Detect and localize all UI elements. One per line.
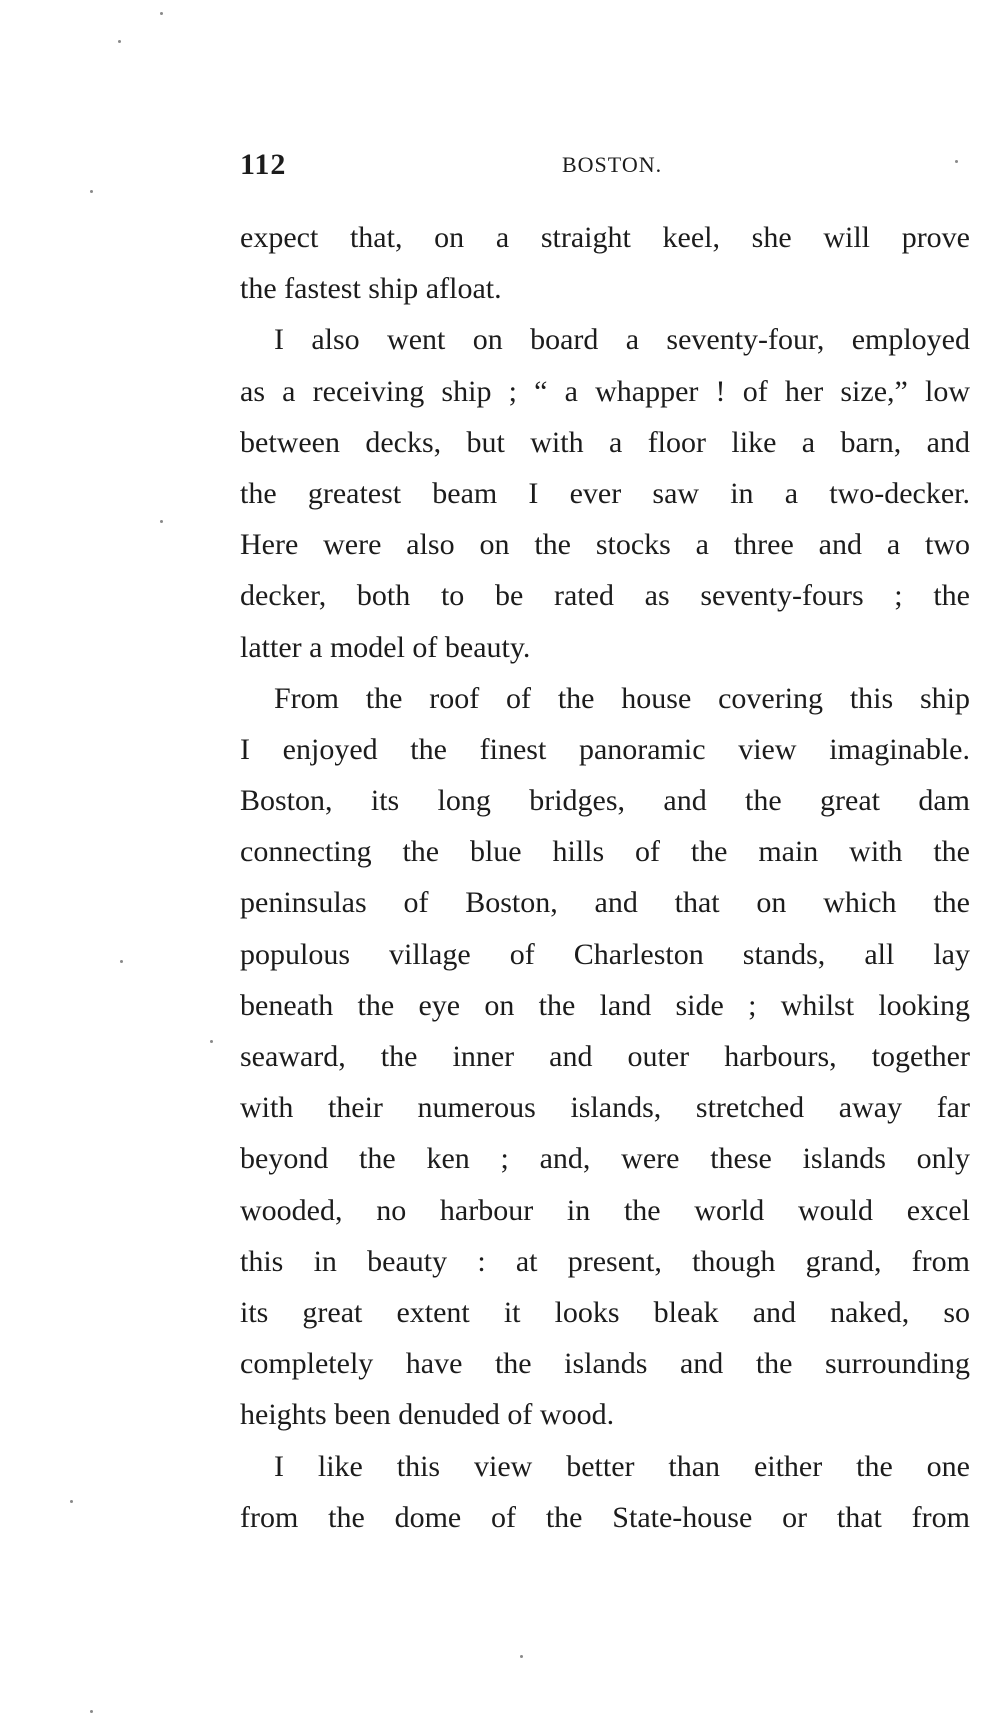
text-line: between decks, but with a floor like a barn, and	[240, 425, 970, 459]
paragraph	[240, 212, 970, 314]
paper-speck	[120, 960, 123, 963]
text-line: with their numerous islands, stretched away far	[240, 1091, 970, 1125]
text-line: as a receiving ship ; “ a whapper ! of her size,” low	[240, 374, 970, 408]
paper-speck	[520, 1655, 523, 1658]
paragraph	[240, 314, 970, 672]
text-line: the greatest beam I ever saw in a two-decker.	[240, 476, 970, 510]
text-line: from the dome of the State-house or that from	[240, 1500, 970, 1534]
text-line: completely have the islands and the surrounding	[240, 1347, 970, 1381]
text-line: From the roof of the house covering this ship	[274, 681, 970, 715]
text-line: connecting the blue hills of the main with the	[240, 835, 970, 869]
page-number: 112	[240, 148, 287, 181]
page-header	[240, 148, 970, 188]
text-line: seaward, the inner and outer harbours, together	[240, 1040, 970, 1073]
paper-speck	[90, 1710, 93, 1713]
text-line: latter a model of beauty.	[240, 630, 531, 664]
text-line: Boston, its long bridges, and the great dam	[240, 784, 970, 818]
text-line: I like this view better than either the one	[274, 1449, 970, 1483]
paper-speck	[160, 520, 163, 523]
text-line: I also went on board a seventy-four, employed	[274, 323, 970, 357]
paragraph	[240, 1441, 970, 1543]
paper-speck	[90, 190, 93, 193]
paper-speck	[70, 1500, 73, 1503]
paper-speck	[210, 1040, 213, 1043]
text-line: the fastest ship afloat.	[240, 272, 502, 306]
text-line: beneath the eye on the land side ; whilst looking	[240, 988, 970, 1022]
paper-speck	[118, 40, 121, 43]
text-line: beyond the ken ; and, were these islands only	[240, 1142, 970, 1176]
text-line: this in beauty : at present, though grand, from	[240, 1244, 970, 1278]
text-line: heights been denuded of wood.	[240, 1398, 615, 1432]
paper-speck	[160, 12, 163, 15]
text-line: decker, both to be rated as seventy-fours ; the	[240, 579, 970, 613]
text-line: Here were also on the stocks a three and a two	[240, 528, 970, 562]
paragraph	[240, 673, 970, 1441]
running-head: BOSTON.	[562, 152, 663, 177]
text-line: I enjoyed the finest panoramic view imaginable.	[240, 732, 970, 766]
text-line: peninsulas of Boston, and that on which the	[240, 886, 970, 920]
text-line: wooded, no harbour in the world would excel	[240, 1193, 970, 1227]
text-line: expect that, on a straight keel, she will prove	[240, 221, 970, 254]
body-text	[240, 212, 970, 1543]
text-line: populous village of Charleston stands, all lay	[240, 937, 970, 971]
text-line: its great extent it looks bleak and naked, so	[240, 1295, 970, 1329]
